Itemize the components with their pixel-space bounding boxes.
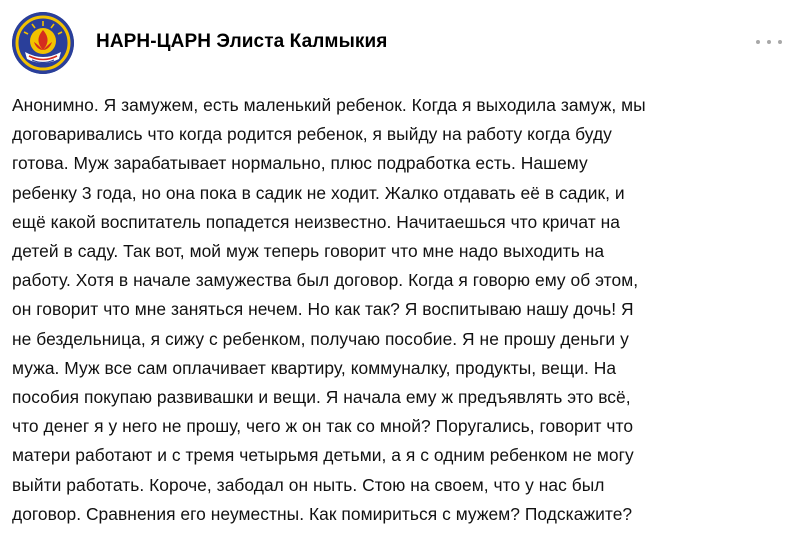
post-text-line: матери работают и с тремя четырьмя детьми, а я с одним ребенком не могу <box>12 445 634 466</box>
post-text <box>12 91 794 529</box>
more-dots-icon <box>778 40 782 44</box>
more-dots-icon <box>756 40 760 44</box>
more-dots-icon <box>767 40 771 44</box>
post-text-line: Анонимно. Я замужем, есть маленький ребенок. Когда я выходила замуж, мы <box>12 95 646 115</box>
kalmykia-emblem-icon <box>12 12 74 74</box>
post-text-line: мужа. Муж все сам оплачивает квартиру, коммуналку, продукты, вещи. На <box>12 357 617 378</box>
post-text-line: он говорит что мне заняться нечем. Но как так? Я воспитываю нашу дочь! Я <box>12 299 634 320</box>
post-text-line: выйти работать. Короче, забодал он ныть. Стою на своем, что у нас был <box>12 474 605 495</box>
post-text-line: пособия покупаю развивашки и вещи. Я начала ему ж предъявлять это всё, <box>12 387 631 408</box>
post-text-line: готова. Муж зарабатывает нормально, плюс подработка есть. Нашему <box>12 153 588 174</box>
more-options-button[interactable] <box>756 34 782 50</box>
post-text-line: договаривались что когда родится ребенок, я выйду на работу когда буду <box>12 124 612 145</box>
author-name[interactable]: НАРН-ЦАРН Элиста Калмыкия <box>96 31 388 52</box>
post-text-line: договор. Сравнения его неуместны. Как помириться с мужем? Подскажите? <box>12 503 633 524</box>
post-text-line: не бездельница, я сижу с ребенком, получаю пособие. Я не прошу деньги у <box>12 328 629 349</box>
post-text-line: ребенку 3 года, но она пока в садик не ходит. Жалко отдавать её в садик, и <box>12 182 625 203</box>
post-text-line: ещё какой воспитатель попадется неизвестно. Начитаешься что кричат на <box>12 211 620 232</box>
post-text-line: работу. Хотя в начале замужества был договор. Когда я говорю ему об этом, <box>12 270 639 291</box>
post-text-line: что денег я у него не прошу, чего ж он так со мной? Поругались, говорит что <box>12 416 634 437</box>
avatar[interactable] <box>12 12 74 74</box>
post-header <box>12 12 788 76</box>
post-text-line: детей в саду. Так вот, мой муж теперь говорит что мне надо выходить на <box>12 241 605 262</box>
